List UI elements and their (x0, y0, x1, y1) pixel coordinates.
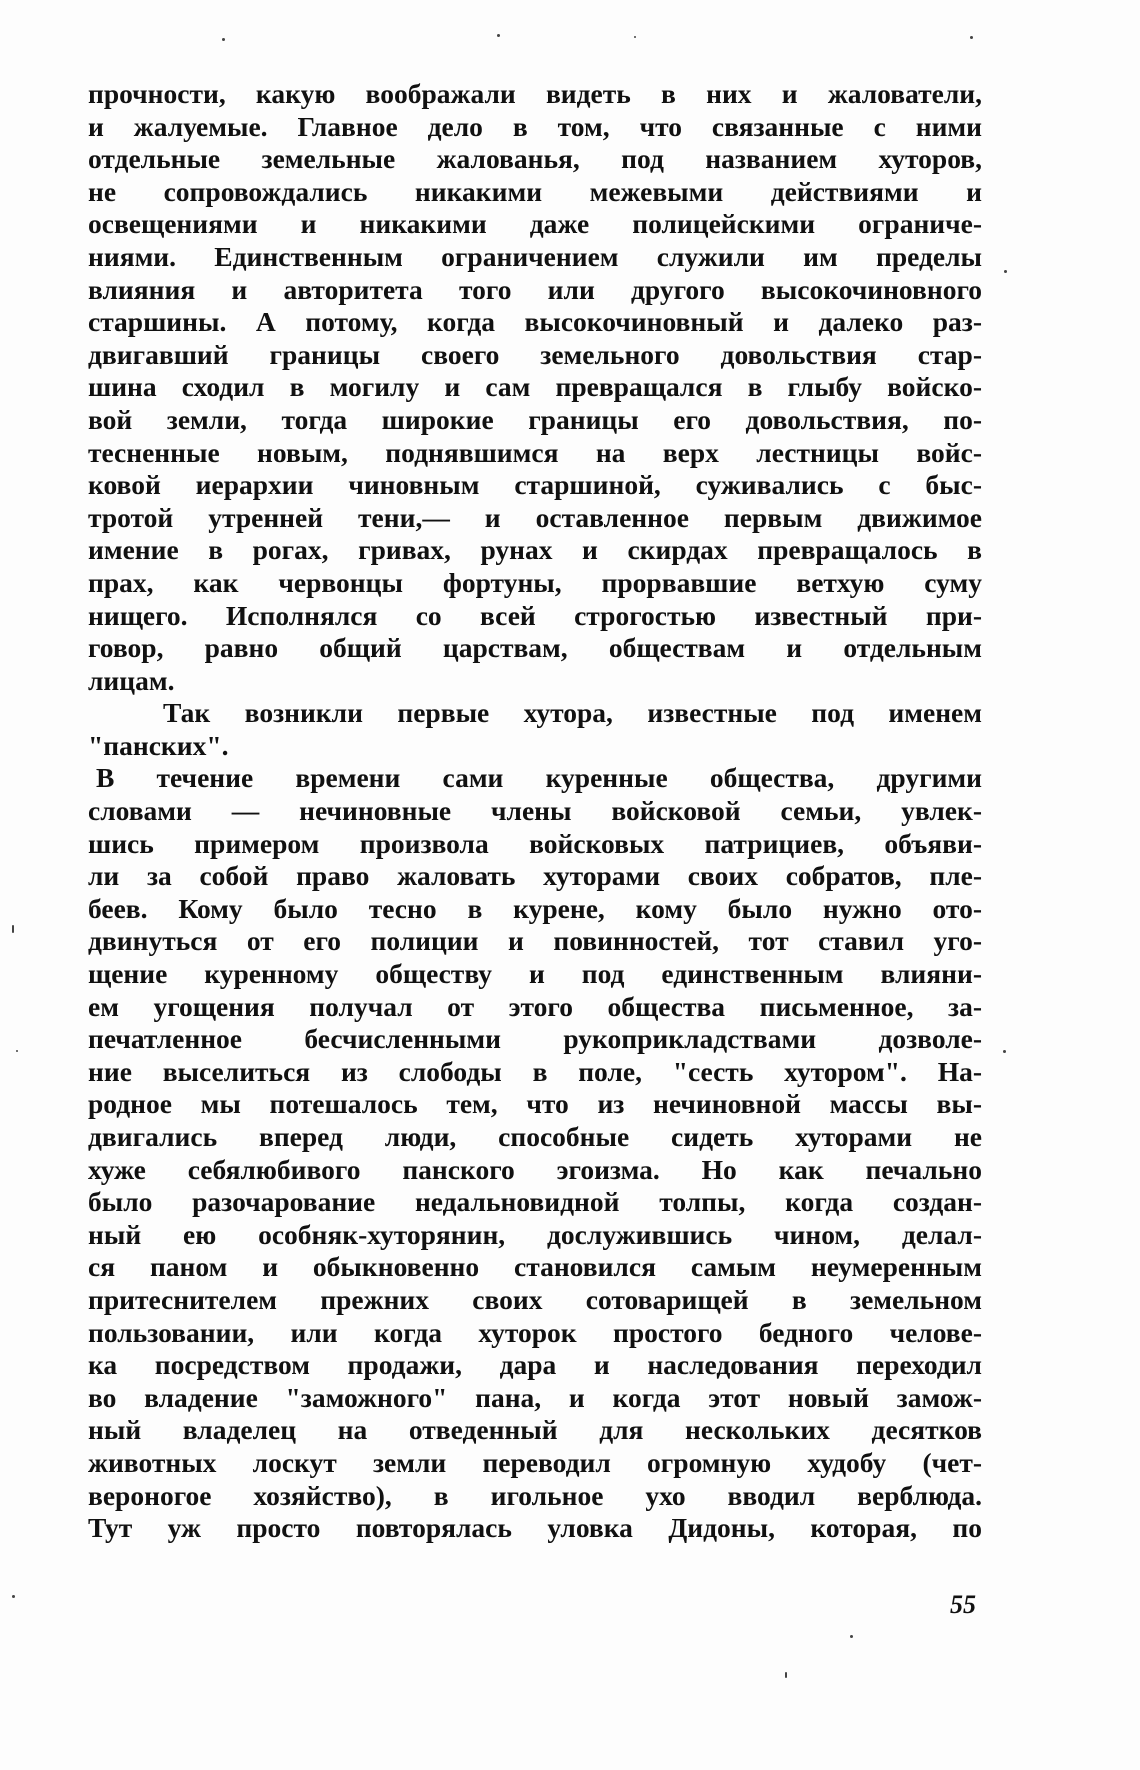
text-line: ковой иерархии чиновным старшиной, суживались с быс- (88, 469, 982, 501)
text-line: пользовании, или когда хуторок простого бедного челове- (88, 1316, 982, 1348)
text-line: во владение "заможного" пана, и когда этот новый замож- (88, 1381, 982, 1413)
scan-speck (634, 36, 636, 38)
text-line: животных лоскут земли переводил огромную худобу (чет- (88, 1446, 982, 1478)
text-line: хуже себялюбивого панского эгоизма. Но как печально (88, 1153, 982, 1185)
text-line: ние выселиться из слободы в поле, "сесть хутором". На- (88, 1055, 982, 1087)
text-line: старшины. А потому, когда высокочиновный и далеко раз- (88, 306, 982, 338)
text-line: и жалуемые. Главное дело в том, что связанные с ними (88, 110, 982, 142)
text-line: шись примером произвола войсковых патрициев, объяви- (88, 827, 982, 859)
text-line: щение куренному обществу и под единственным влияни- (88, 958, 982, 990)
scan-speck (16, 1050, 18, 1052)
scan-speck (970, 36, 973, 39)
text-line: Тут уж просто повторялась уловка Дидоны, которая, по (88, 1512, 982, 1544)
scan-speck (12, 925, 14, 933)
scan-speck (222, 38, 225, 41)
text-line: беев. Кому было тесно в курене, кому было нужно ото- (88, 892, 982, 924)
text-line: ниями. Единственным ограничением служили им пределы (88, 240, 982, 272)
text-line: "панских". (88, 729, 229, 761)
text-line: тротой утренней тени,— и оставленное первым движимое (88, 501, 982, 533)
text-line: говор, равно общий царствам, обществам и отдельным (88, 632, 982, 664)
scan-speck (1003, 1050, 1006, 1053)
text-line: вой земли, тогда широкие границы его довольствия, по- (88, 403, 982, 435)
text-line: ный владелец на отведенный для нескольких десятков (88, 1414, 982, 1446)
text-line: ка посредством продажи, дара и наследования переходил (88, 1349, 982, 1381)
text-line: двигались вперед люди, способные сидеть хуторами не (88, 1121, 982, 1152)
text-line: ли за собой право жаловать хуторами своих собратов, пле- (88, 860, 982, 892)
text-line: тесненные новым, поднявшимся на верх лестницы войс- (88, 436, 982, 468)
text-line: прочности, какую воображали видеть в них и жалователи, (88, 78, 982, 109)
text-line: имение в рогах, гривах, рунах и скирдах превращалось в (88, 534, 982, 566)
text-line: печатленное бесчисленными рукоприкладствами дозволе- (88, 1023, 982, 1055)
body-text (88, 78, 982, 1545)
text-line: нищего. Исполнялся со всей строгостью известный при- (88, 599, 982, 631)
text-line: двинуться от его полиции и повинностей, тот ставил уго- (88, 925, 982, 957)
scan-speck (850, 1635, 853, 1638)
scan-speck (785, 1672, 787, 1678)
text-line: В течение времени сами куренные общества, другими (96, 762, 982, 794)
text-line: родное мы потешалось тем, что из нечиновной массы вы- (88, 1088, 982, 1120)
text-line: освещениями и никакими даже полицейскими ограниче- (88, 208, 982, 240)
scan-speck (12, 1595, 15, 1598)
text-line: влияния и авторитета того или другого высокочиновного (88, 273, 982, 305)
page-number: 55 (950, 1590, 976, 1619)
scan-speck (497, 34, 500, 37)
text-line: было разочарование недальновидной толпы, когда создан- (88, 1186, 982, 1218)
text-line: словами — нечиновные члены войсковой семьи, увлек- (88, 795, 982, 827)
text-line: вероногое хозяйство), в игольное ухо вводил верблюда. (88, 1479, 982, 1511)
text-line: ем угощения получал от этого общества письменное, за- (88, 990, 982, 1022)
text-line: ся паном и обыкновенно становился самым неумеренным (88, 1251, 982, 1283)
text-line: ный ею особняк-хуторянин, дослужившись чином, делал- (88, 1218, 982, 1250)
text-line: отдельные земельные жалованья, под названием хуторов, (88, 143, 982, 175)
text-line: притеснителем прежних своих сотоварищей в земельном (88, 1283, 982, 1315)
scan-speck (1004, 270, 1007, 273)
text-line: двигавший границы своего земельного довольствия стар- (88, 338, 982, 370)
text-line: не сопровождались никакими межевыми действиями и (88, 175, 982, 207)
text-line: прах, как червонцы фортуны, прорвавшие ветхую суму (88, 566, 982, 598)
text-line: Так возникли первые хутора, известные под именем (163, 697, 982, 729)
text-line: шина сходил в могилу и сам превращался в глыбу войско- (88, 371, 982, 403)
text-line: лицам. (88, 664, 175, 696)
